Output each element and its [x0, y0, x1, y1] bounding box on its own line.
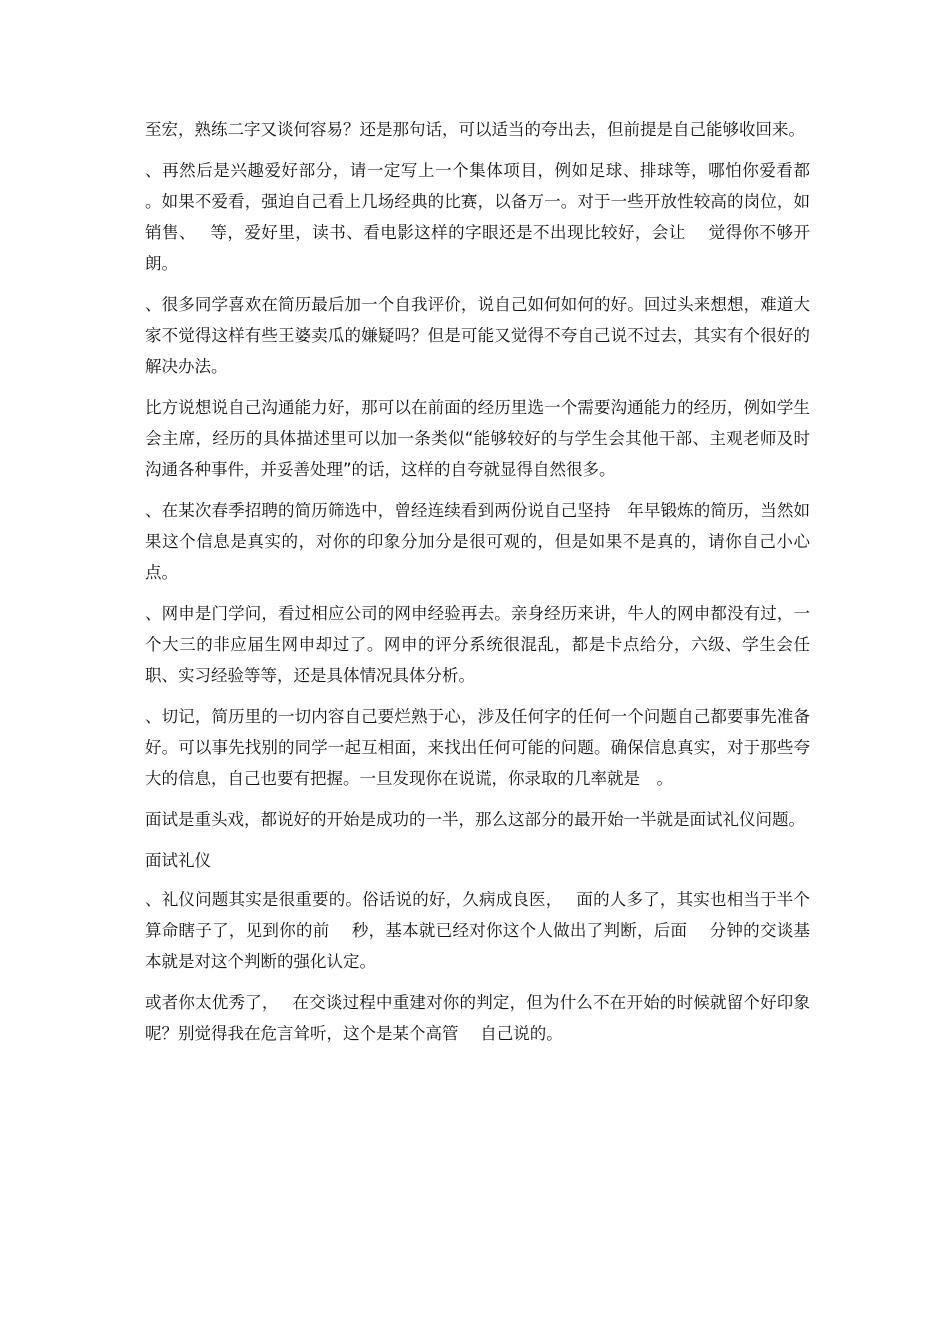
section-heading-interview-etiquette: 面试礼仪	[145, 851, 211, 870]
paragraph-interview-intro: 面试是重头戏，都说好的开始是成功的一半，那么这部分的最开始一半就是面试礼仪问题。	[145, 810, 805, 829]
document-body	[145, 114, 832, 1059]
paragraph-hobbies: 、再然后是兴趣爱好部分，请一定写上一个集体项目，例如足球、排球等，哪怕你爱看都 。如果不爱看，强迫自己看上几场经典的比赛，以备万一。对于一些开放性较高的岗位，如销售、 等，爱好里，读书、看电影这样的字眼还是不出现比较好，会让 觉得你不够开朗。	[145, 161, 832, 273]
paragraph-skill-claims: 至宏，熟练二字又谈何容易？还是那句话，可以适当的夸出去，但前提是自己能够收回来。	[145, 120, 805, 139]
paragraph-example: 比方说想说自己沟通能力好，那可以在前面的经历里选一个需要沟通能力的经历，例如学生会主席，经历的具体描述里可以加一条类似“能够较好的与学生会其他干部、主观老师及时沟通各种事件，并妥善处理”的话，这样的自夸就显得自然很多。	[145, 398, 810, 479]
paragraph-first-impression: 或者你太优秀了， 在交谈过程中重建对你的判定，但为什么不在开始的时候就留个好印象呢？别觉得我在危言耸听，这个是某个高管 自己说的。	[145, 993, 810, 1043]
paragraph-morning-exercise: 、在某次春季招聘的简历筛选中，曾经连续看到两份说自己坚持 年早锻炼的简历，当然如果这个信息是真实的，对你的印象分加分是很可观的，但是如果不是真的，请你自己小心点。	[145, 501, 810, 582]
paragraph-etiquette-importance: 、礼仪问题其实是很重要的。俗话说的好，久病成良医， 面的人多了，其实也相当于半个算命瞎子了，见到你的前 秒，基本就已经对你这个人做出了判断，后面 分钟的交谈基本就是对这个判断的强化认定。	[145, 890, 810, 971]
paragraph-online-application: 、网申是门学问，看过相应公司的网申经验再去。亲身经历来讲，牛人的网申都没有过，一个大三的非应届生网申却过了。网申的评分系统很混乱，都是卡点给分，六级、学生会任职、实习经验等等，还是具体情况具体分析。	[145, 604, 810, 685]
paragraph-know-resume: 、切记，简历里的一切内容自己要烂熟于心，涉及任何字的任何一个问题自己都要事先准备好。可以事先找别的同学一起互相面，来找出任何可能的问题。确保信息真实，对于那些夸大的信息，自己也要有把握。一旦发现你在说谎，你录取的几率就是 。	[145, 707, 810, 788]
paragraph-self-evaluation: 、很多同学喜欢在简历最后加一个自我评价，说自己如何如何的好。回过头来想想，难道大家不觉得这样有些王婆卖瓜的嫌疑吗？但是可能又觉得不夸自己说不过去，其实有个很好的解决办法。	[145, 295, 810, 376]
